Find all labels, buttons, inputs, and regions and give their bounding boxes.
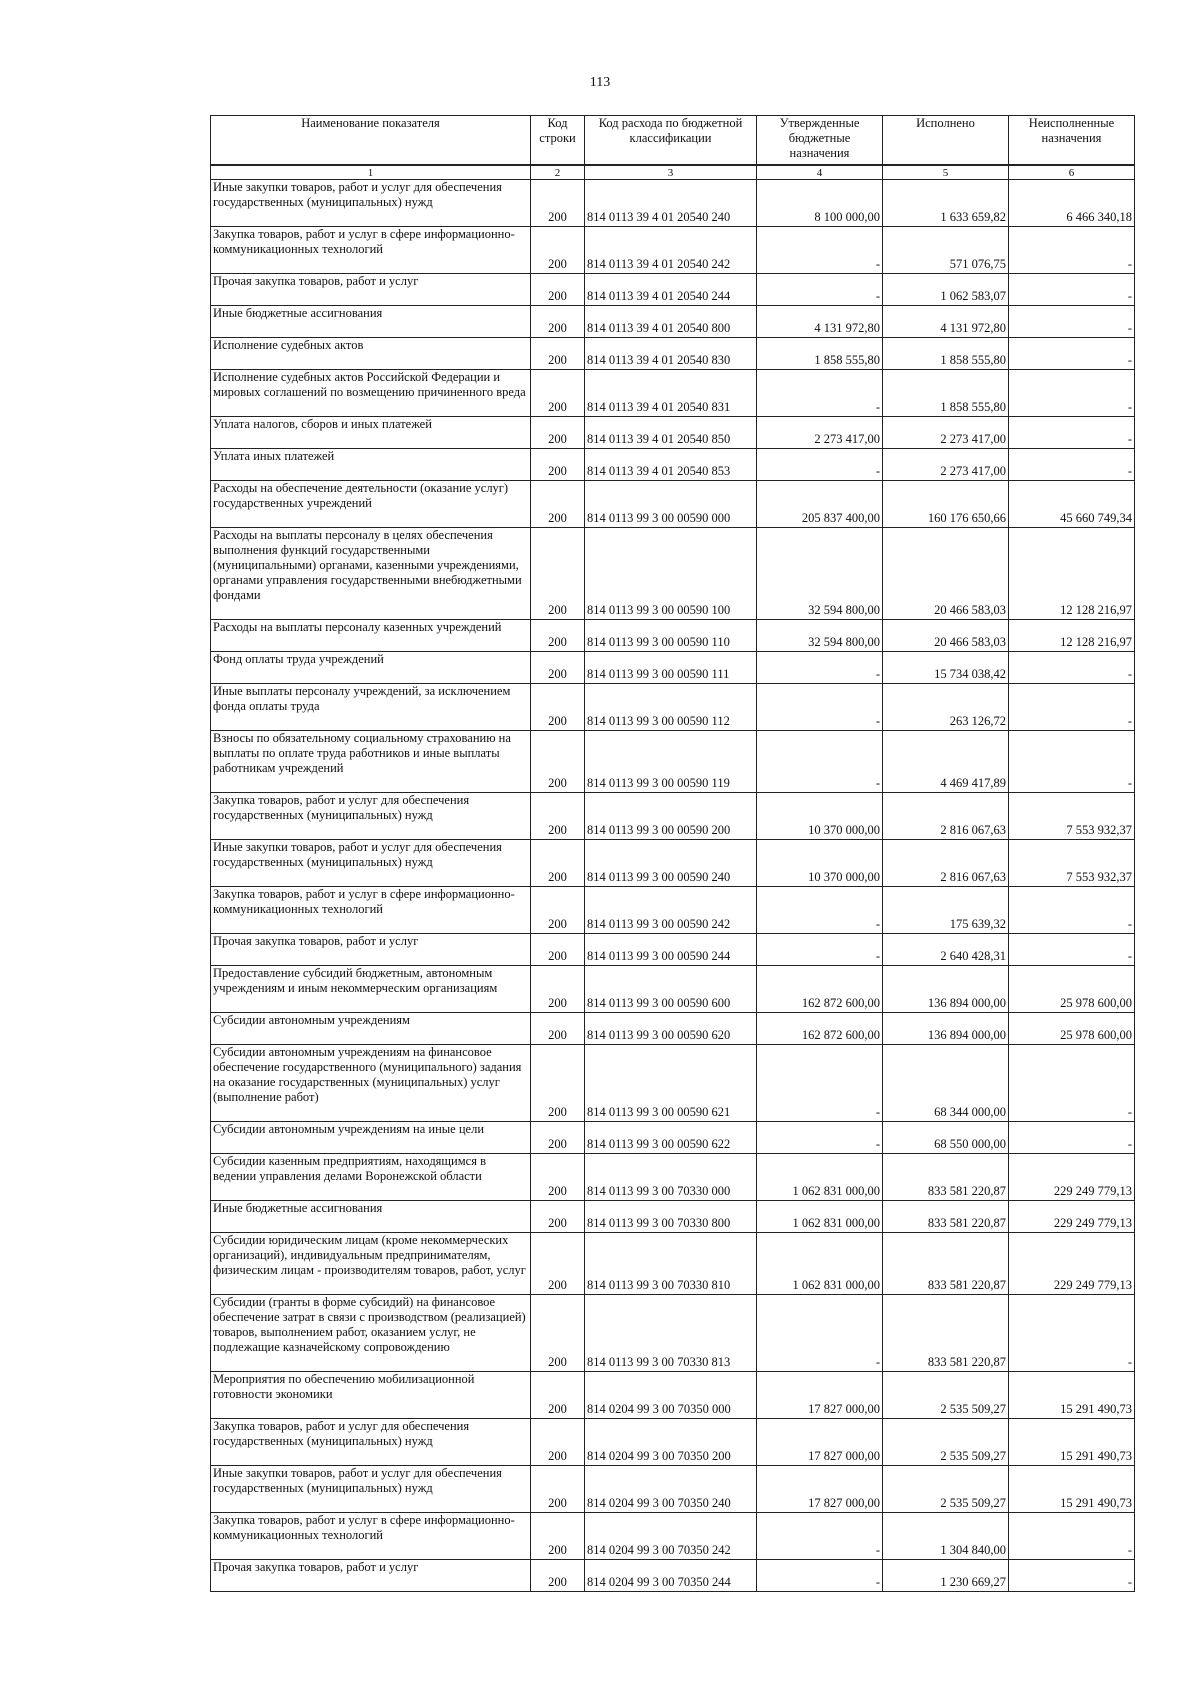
row-unexecuted-amount: 229 249 779,13 (1009, 1233, 1135, 1295)
table-row (211, 1154, 1135, 1201)
row-indicator-name: Иные закупки товаров, работ и услуг для обеспечения государственных (муниципальных) нужд (211, 180, 531, 227)
row-indicator-name: Субсидии автономным учреждениям (211, 1013, 531, 1045)
row-approved-amount: 205 837 400,00 (757, 481, 883, 528)
row-indicator-name: Субсидии казенным предприятиям, находящимся в ведении управления делами Воронежской области (211, 1154, 531, 1201)
row-unexecuted-amount: - (1009, 1560, 1135, 1592)
row-approved-amount: 8 100 000,00 (757, 180, 883, 227)
table-row (211, 1295, 1135, 1372)
row-executed-amount: 1 062 583,07 (883, 274, 1009, 306)
row-indicator-name: Закупка товаров, работ и услуг в сфере информационно-коммуникационных технологий (211, 227, 531, 274)
row-approved-amount: 17 827 000,00 (757, 1466, 883, 1513)
row-line-code: 200 (531, 1045, 585, 1122)
row-unexecuted-amount: 7 553 932,37 (1009, 840, 1135, 887)
table-row (211, 1372, 1135, 1419)
row-unexecuted-amount: 12 128 216,97 (1009, 528, 1135, 620)
row-indicator-name: Уплата иных платежей (211, 449, 531, 481)
column-number: 1 (211, 165, 531, 180)
row-approved-amount: - (757, 449, 883, 481)
row-budget-code: 814 0113 99 3 00 00590 242 (585, 887, 757, 934)
row-indicator-name: Исполнение судебных актов Российской Федерации и мировых соглашений по возмещению причиненного вреда (211, 370, 531, 417)
table-row (211, 966, 1135, 1013)
row-budget-code: 814 0113 99 3 00 70330 813 (585, 1295, 757, 1372)
row-line-code: 200 (531, 180, 585, 227)
table-row (211, 840, 1135, 887)
table-row (211, 417, 1135, 449)
row-indicator-name: Расходы на выплаты персоналу в целях обеспечения выполнения функций государственными (муниципальными) органами, казенными учреждениями, органами управления государственными внебюджетными фондами (211, 528, 531, 620)
row-executed-amount: 1 858 555,80 (883, 338, 1009, 370)
row-line-code: 200 (531, 793, 585, 840)
row-indicator-name: Взносы по обязательному социальному страхованию на выплаты по оплате труда работников и иные выплаты работникам учреждений (211, 731, 531, 793)
header-indicator-name: Наименование показателя (211, 116, 531, 166)
row-executed-amount: 833 581 220,87 (883, 1154, 1009, 1201)
row-indicator-name: Закупка товаров, работ и услуг в сфере информационно-коммуникационных технологий (211, 887, 531, 934)
table-body (211, 180, 1135, 1592)
budget-execution-table (210, 115, 1135, 1592)
row-indicator-name: Мероприятия по обеспечению мобилизационной готовности экономики (211, 1372, 531, 1419)
row-indicator-name: Иные закупки товаров, работ и услуг для обеспечения государственных (муниципальных) нужд (211, 1466, 531, 1513)
row-approved-amount: 10 370 000,00 (757, 793, 883, 840)
row-line-code: 200 (531, 1560, 585, 1592)
row-indicator-name: Прочая закупка товаров, работ и услуг (211, 934, 531, 966)
row-indicator-name: Закупка товаров, работ и услуг в сфере информационно-коммуникационных технологий (211, 1513, 531, 1560)
row-approved-amount: 1 062 831 000,00 (757, 1201, 883, 1233)
row-approved-amount: - (757, 887, 883, 934)
row-budget-code: 814 0113 39 4 01 20540 831 (585, 370, 757, 417)
row-approved-amount: - (757, 274, 883, 306)
row-unexecuted-amount: - (1009, 370, 1135, 417)
row-executed-amount: 571 076,75 (883, 227, 1009, 274)
table-row (211, 934, 1135, 966)
header-budget-classification-code: Код расхода по бюджетной классификации (585, 116, 757, 166)
column-number: 6 (1009, 165, 1135, 180)
row-approved-amount: - (757, 652, 883, 684)
row-budget-code: 814 0204 99 3 00 70350 244 (585, 1560, 757, 1592)
row-budget-code: 814 0204 99 3 00 70350 000 (585, 1372, 757, 1419)
row-indicator-name: Фонд оплаты труда учреждений (211, 652, 531, 684)
row-approved-amount: - (757, 1122, 883, 1154)
row-indicator-name: Субсидии (гранты в форме субсидий) на финансовое обеспечение затрат в связи с производством (реализацией) товаров, выполнением работ, оказанием услуг, не подлежащие казначейскому сопровождению (211, 1295, 531, 1372)
row-executed-amount: 1 304 840,00 (883, 1513, 1009, 1560)
row-line-code: 200 (531, 684, 585, 731)
column-number: 5 (883, 165, 1009, 180)
row-indicator-name: Субсидии автономным учреждениям на финансовое обеспечение государственного (муниципального) задания на оказание государственных (муниципальных) услуг (выполнение работ) (211, 1045, 531, 1122)
row-unexecuted-amount: 6 466 340,18 (1009, 180, 1135, 227)
row-budget-code: 814 0113 39 4 01 20540 240 (585, 180, 757, 227)
row-indicator-name: Закупка товаров, работ и услуг для обеспечения государственных (муниципальных) нужд (211, 1419, 531, 1466)
row-unexecuted-amount: - (1009, 1045, 1135, 1122)
table-row (211, 1419, 1135, 1466)
table-row (211, 1013, 1135, 1045)
header-approved-appropriations: Утвержденные бюджетные назначения (757, 116, 883, 166)
row-executed-amount: 4 469 417,89 (883, 731, 1009, 793)
row-executed-amount: 2 535 509,27 (883, 1372, 1009, 1419)
row-budget-code: 814 0113 99 3 00 00590 119 (585, 731, 757, 793)
row-indicator-name: Расходы на обеспечение деятельности (оказание услуг) государственных учреждений (211, 481, 531, 528)
column-numbers-row (211, 165, 1135, 180)
row-approved-amount: 32 594 800,00 (757, 620, 883, 652)
row-executed-amount: 2 816 067,63 (883, 793, 1009, 840)
row-line-code: 200 (531, 1419, 585, 1466)
row-line-code: 200 (531, 887, 585, 934)
row-line-code: 200 (531, 731, 585, 793)
row-line-code: 200 (531, 1154, 585, 1201)
row-approved-amount: - (757, 227, 883, 274)
row-unexecuted-amount: - (1009, 306, 1135, 338)
row-line-code: 200 (531, 1513, 585, 1560)
row-approved-amount: - (757, 1560, 883, 1592)
row-executed-amount: 1 633 659,82 (883, 180, 1009, 227)
row-unexecuted-amount: - (1009, 1295, 1135, 1372)
row-executed-amount: 833 581 220,87 (883, 1233, 1009, 1295)
header-row (211, 116, 1135, 166)
row-unexecuted-amount: - (1009, 731, 1135, 793)
row-line-code: 200 (531, 481, 585, 528)
column-number: 4 (757, 165, 883, 180)
row-line-code: 200 (531, 449, 585, 481)
row-executed-amount: 2 640 428,31 (883, 934, 1009, 966)
table-row (211, 887, 1135, 934)
row-budget-code: 814 0113 39 4 01 20540 244 (585, 274, 757, 306)
row-line-code: 200 (531, 1372, 585, 1419)
row-line-code: 200 (531, 1233, 585, 1295)
row-unexecuted-amount: 229 249 779,13 (1009, 1154, 1135, 1201)
row-executed-amount: 2 535 509,27 (883, 1419, 1009, 1466)
table-row (211, 370, 1135, 417)
row-unexecuted-amount: - (1009, 227, 1135, 274)
row-approved-amount: - (757, 684, 883, 731)
row-indicator-name: Предоставление субсидий бюджетным, автономным учреждениям и иным некоммерческим организациям (211, 966, 531, 1013)
table-row (211, 793, 1135, 840)
row-executed-amount: 20 466 583,03 (883, 528, 1009, 620)
row-indicator-name: Иные выплаты персоналу учреждений, за исключением фонда оплаты труда (211, 684, 531, 731)
row-executed-amount: 68 344 000,00 (883, 1045, 1009, 1122)
row-indicator-name: Иные закупки товаров, работ и услуг для обеспечения государственных (муниципальных) нужд (211, 840, 531, 887)
row-line-code: 200 (531, 966, 585, 1013)
header-unexecuted-appropriations: Неисполненные назначения (1009, 116, 1135, 166)
row-approved-amount: - (757, 731, 883, 793)
row-approved-amount: 32 594 800,00 (757, 528, 883, 620)
row-budget-code: 814 0113 99 3 00 00590 111 (585, 652, 757, 684)
row-budget-code: 814 0113 99 3 00 00590 240 (585, 840, 757, 887)
row-unexecuted-amount: - (1009, 338, 1135, 370)
row-approved-amount: 1 062 831 000,00 (757, 1233, 883, 1295)
row-approved-amount: 1 858 555,80 (757, 338, 883, 370)
table-row (211, 180, 1135, 227)
row-budget-code: 814 0113 39 4 01 20540 800 (585, 306, 757, 338)
row-line-code: 200 (531, 1013, 585, 1045)
row-budget-code: 814 0113 99 3 00 70330 000 (585, 1154, 757, 1201)
row-approved-amount: - (757, 370, 883, 417)
row-indicator-name: Субсидии юридическим лицам (кроме некоммерческих организаций), индивидуальным предпринимателям, физическим лицам - производителям товаров, работ, услуг (211, 1233, 531, 1295)
row-line-code: 200 (531, 934, 585, 966)
row-unexecuted-amount: 7 553 932,37 (1009, 793, 1135, 840)
column-number: 3 (585, 165, 757, 180)
row-indicator-name: Расходы на выплаты персоналу казенных учреждений (211, 620, 531, 652)
row-indicator-name: Иные бюджетные ассигнования (211, 306, 531, 338)
row-budget-code: 814 0113 99 3 00 00590 000 (585, 481, 757, 528)
row-unexecuted-amount: - (1009, 274, 1135, 306)
row-line-code: 200 (531, 227, 585, 274)
row-line-code: 200 (531, 338, 585, 370)
row-executed-amount: 833 581 220,87 (883, 1201, 1009, 1233)
row-budget-code: 814 0113 99 3 00 00590 200 (585, 793, 757, 840)
row-budget-code: 814 0113 39 4 01 20540 853 (585, 449, 757, 481)
row-unexecuted-amount: - (1009, 449, 1135, 481)
row-unexecuted-amount: - (1009, 1513, 1135, 1560)
row-approved-amount: 10 370 000,00 (757, 840, 883, 887)
row-line-code: 200 (531, 370, 585, 417)
row-executed-amount: 160 176 650,66 (883, 481, 1009, 528)
row-executed-amount: 833 581 220,87 (883, 1295, 1009, 1372)
row-budget-code: 814 0113 99 3 00 00590 110 (585, 620, 757, 652)
header-executed: Исполнено (883, 116, 1009, 166)
row-approved-amount: - (757, 1513, 883, 1560)
row-budget-code: 814 0204 99 3 00 70350 200 (585, 1419, 757, 1466)
table-row (211, 481, 1135, 528)
column-number: 2 (531, 165, 585, 180)
page-number: 113 (589, 75, 611, 90)
row-indicator-name: Прочая закупка товаров, работ и услуг (211, 274, 531, 306)
header-line-code: Код строки (531, 116, 585, 166)
row-approved-amount: 162 872 600,00 (757, 1013, 883, 1045)
table-row (211, 1466, 1135, 1513)
row-indicator-name: Уплата налогов, сборов и иных платежей (211, 417, 531, 449)
row-unexecuted-amount: 25 978 600,00 (1009, 1013, 1135, 1045)
row-line-code: 200 (531, 528, 585, 620)
row-approved-amount: 4 131 972,80 (757, 306, 883, 338)
row-approved-amount: - (757, 934, 883, 966)
table-row (211, 620, 1135, 652)
table-row (211, 227, 1135, 274)
row-unexecuted-amount: 15 291 490,73 (1009, 1419, 1135, 1466)
row-unexecuted-amount: 25 978 600,00 (1009, 966, 1135, 1013)
row-unexecuted-amount: 15 291 490,73 (1009, 1466, 1135, 1513)
row-line-code: 200 (531, 1466, 585, 1513)
table-row (211, 1201, 1135, 1233)
row-unexecuted-amount: 45 660 749,34 (1009, 481, 1135, 528)
table-row (211, 306, 1135, 338)
row-budget-code: 814 0113 99 3 00 00590 621 (585, 1045, 757, 1122)
row-budget-code: 814 0113 99 3 00 00590 600 (585, 966, 757, 1013)
row-unexecuted-amount: - (1009, 652, 1135, 684)
row-budget-code: 814 0113 99 3 00 00590 112 (585, 684, 757, 731)
row-line-code: 200 (531, 652, 585, 684)
row-line-code: 200 (531, 840, 585, 887)
row-budget-code: 814 0113 99 3 00 70330 810 (585, 1233, 757, 1295)
row-budget-code: 814 0113 99 3 00 70330 800 (585, 1201, 757, 1233)
row-budget-code: 814 0113 99 3 00 00590 100 (585, 528, 757, 620)
row-line-code: 200 (531, 306, 585, 338)
table-row (211, 731, 1135, 793)
row-executed-amount: 136 894 000,00 (883, 1013, 1009, 1045)
row-executed-amount: 68 550 000,00 (883, 1122, 1009, 1154)
row-budget-code: 814 0204 99 3 00 70350 242 (585, 1513, 757, 1560)
row-line-code: 200 (531, 417, 585, 449)
table-row (211, 528, 1135, 620)
row-executed-amount: 263 126,72 (883, 684, 1009, 731)
row-executed-amount: 136 894 000,00 (883, 966, 1009, 1013)
row-unexecuted-amount: 15 291 490,73 (1009, 1372, 1135, 1419)
table-row (211, 274, 1135, 306)
row-unexecuted-amount: - (1009, 417, 1135, 449)
row-approved-amount: 17 827 000,00 (757, 1372, 883, 1419)
row-budget-code: 814 0113 99 3 00 00590 620 (585, 1013, 757, 1045)
row-executed-amount: 2 273 417,00 (883, 417, 1009, 449)
row-executed-amount: 20 466 583,03 (883, 620, 1009, 652)
table-row (211, 338, 1135, 370)
row-line-code: 200 (531, 1201, 585, 1233)
row-budget-code: 814 0204 99 3 00 70350 240 (585, 1466, 757, 1513)
row-line-code: 200 (531, 1295, 585, 1372)
row-executed-amount: 2 816 067,63 (883, 840, 1009, 887)
row-indicator-name: Прочая закупка товаров, работ и услуг (211, 1560, 531, 1592)
row-unexecuted-amount: - (1009, 887, 1135, 934)
row-unexecuted-amount: - (1009, 684, 1135, 731)
table-row (211, 652, 1135, 684)
row-unexecuted-amount: - (1009, 1122, 1135, 1154)
table-row (211, 1513, 1135, 1560)
table-row (211, 684, 1135, 731)
row-line-code: 200 (531, 620, 585, 652)
table-row (211, 1122, 1135, 1154)
row-approved-amount: - (757, 1045, 883, 1122)
row-approved-amount: 1 062 831 000,00 (757, 1154, 883, 1201)
table-row (211, 1233, 1135, 1295)
row-unexecuted-amount: - (1009, 934, 1135, 966)
row-indicator-name: Иные бюджетные ассигнования (211, 1201, 531, 1233)
row-approved-amount: 162 872 600,00 (757, 966, 883, 1013)
row-line-code: 200 (531, 274, 585, 306)
row-executed-amount: 175 639,32 (883, 887, 1009, 934)
row-indicator-name: Исполнение судебных актов (211, 338, 531, 370)
row-unexecuted-amount: 12 128 216,97 (1009, 620, 1135, 652)
row-indicator-name: Субсидии автономным учреждениям на иные цели (211, 1122, 531, 1154)
row-budget-code: 814 0113 99 3 00 00590 244 (585, 934, 757, 966)
row-executed-amount: 2 535 509,27 (883, 1466, 1009, 1513)
row-unexecuted-amount: 229 249 779,13 (1009, 1201, 1135, 1233)
table-row (211, 449, 1135, 481)
row-budget-code: 814 0113 99 3 00 00590 622 (585, 1122, 757, 1154)
row-executed-amount: 2 273 417,00 (883, 449, 1009, 481)
row-executed-amount: 15 734 038,42 (883, 652, 1009, 684)
row-executed-amount: 1 230 669,27 (883, 1560, 1009, 1592)
row-executed-amount: 1 858 555,80 (883, 370, 1009, 417)
row-approved-amount: 2 273 417,00 (757, 417, 883, 449)
row-budget-code: 814 0113 39 4 01 20540 850 (585, 417, 757, 449)
row-approved-amount: - (757, 1295, 883, 1372)
row-indicator-name: Закупка товаров, работ и услуг для обеспечения государственных (муниципальных) нужд (211, 793, 531, 840)
row-budget-code: 814 0113 39 4 01 20540 830 (585, 338, 757, 370)
row-line-code: 200 (531, 1122, 585, 1154)
table-row (211, 1045, 1135, 1122)
row-executed-amount: 4 131 972,80 (883, 306, 1009, 338)
table-row (211, 1560, 1135, 1592)
row-budget-code: 814 0113 39 4 01 20540 242 (585, 227, 757, 274)
row-approved-amount: 17 827 000,00 (757, 1419, 883, 1466)
